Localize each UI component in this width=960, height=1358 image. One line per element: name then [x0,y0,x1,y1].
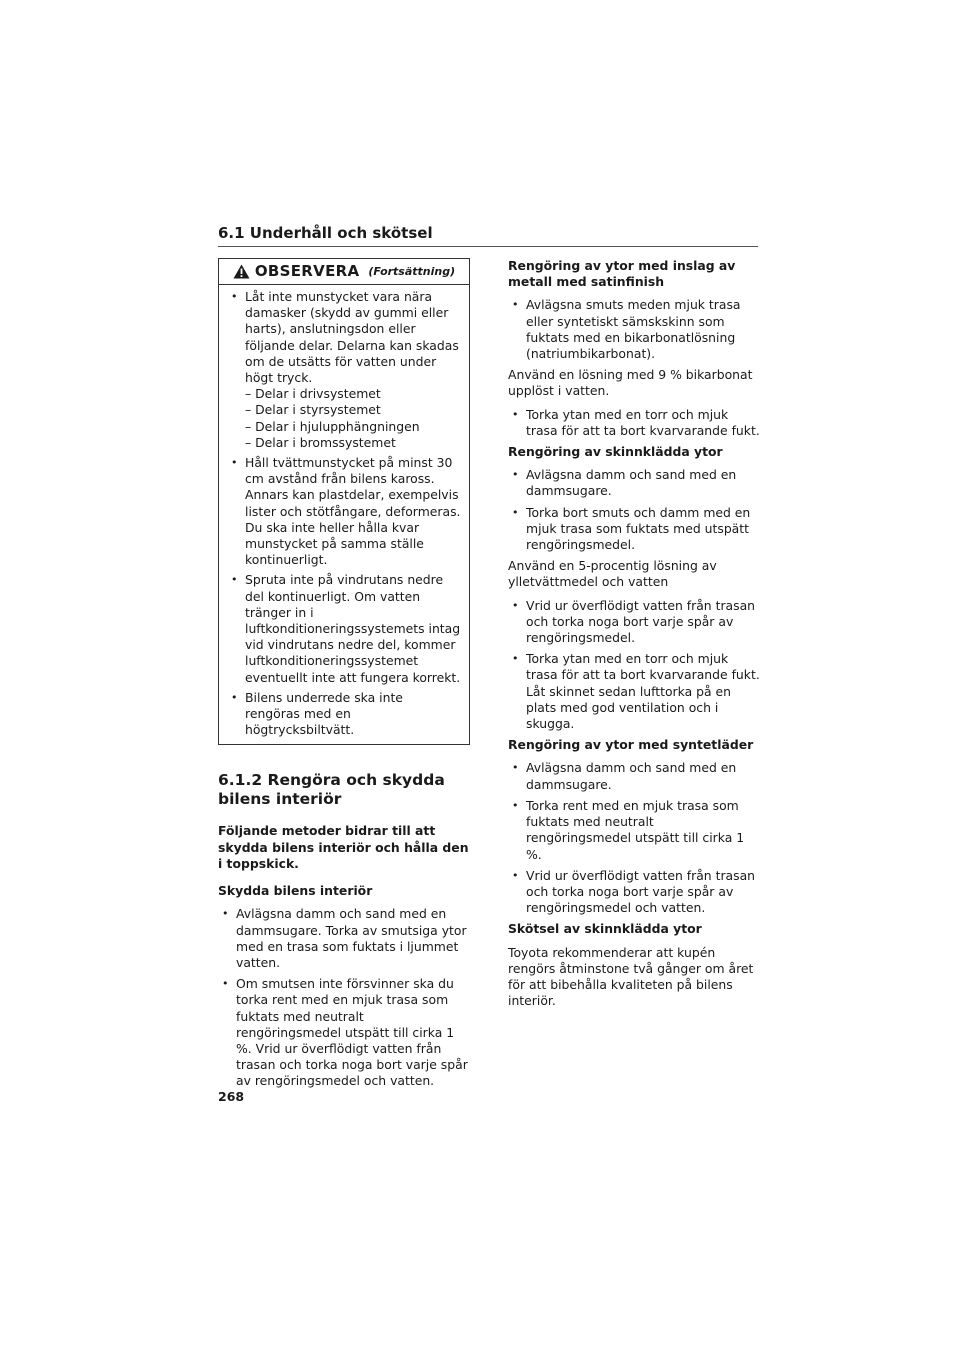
paragraph: Toyota rekommenderar att kupén rengörs åtminstone två gånger om året för att bibehålla kvaliteten på bilens interiör. [508,944,754,1009]
subheading-protect: Skydda bilens interiör [218,883,373,899]
notice-item: • Håll tvättmunstycket på minst 30 cm avstånd från bilens kaross. Annars kan plastdelar, exempelvis lister och stötfångare, deformeras. Du ska inte heller hålla kvar munstycket på samma ställe kontinuerligt. [227,455,461,568]
list-item: • Avlägsna damm och sand med en dammsugare. [508,760,760,792]
paragraph: Använd en 5-procentig lösning av ylletvättmedel och vatten [508,558,717,590]
list-item: • Torka bort smuts och damm med en mjuk trasa som fuktats med utspätt rengöringsmedel. [508,505,760,554]
notice-subitem: – Delar i styrsystemet [245,402,381,418]
notice-subitem: – Delar i drivsystemet [245,386,381,402]
list-item: • Om smutsen inte försvinner ska du torka rent med en mjuk trasa som fuktats med neutralt rengöringsmedel utspätt till cirka 1 %. Vrid ur överflödigt vatten från trasan och torka noga bort varje spår av rengöringsmedel och vatten. [218,976,470,1089]
list-item: • Avlägsna smuts meden mjuk trasa eller syntetiskt sämskskinn som fuktats med en bikarbonatlösning (natriumbikarbonat). [508,297,760,362]
notice-box [218,258,470,745]
page-number: 268 [218,1089,245,1104]
list-item: • Vrid ur överflödigt vatten från trasan och torka noga bort varje spår av rengöringsmedel. [508,598,760,647]
list-item: • Avlägsna damm och sand med en dammsugare. Torka av smutsiga ytor med en trasa som fuktats i ljummet vatten. [218,906,470,971]
notice-item: • Spruta inte på vindrutans nedre del kontinuerligt. Om vatten tränger in i luftkonditioneringssystemets intag vid vindrutans nedre del, kommer luftkonditioneringssystemet eventuellt inte att fungera korrekt. [227,572,461,685]
section-header: 6.1 Underhåll och skötsel [218,224,758,247]
notice-title: OBSERVERA [254,262,360,280]
notice-continued: (Fortsättning) [368,264,456,278]
notice-item: • Bilens underrede ska inte rengöras med en högtrycksbiltvätt. [227,690,461,739]
section-lead: Följande metoder bidrar till att skydda bilens interiör och hålla den i toppskick. [218,823,469,871]
paragraph: Använd en lösning med 9 % bikarbonat upplöst i vatten. [508,367,753,399]
list-item: • Torka ytan med en torr och mjuk trasa för att ta bort kvarvarande fukt. [508,407,760,439]
list-item: • Vrid ur överflödigt vatten från trasan och torka noga bort varje spår av rengöringsmedel och vatten. [508,868,760,917]
list-item: • Torka ytan med en torr och mjuk trasa för att ta bort kvarvarande fukt. Låt skinnet sedan lufttorka på en plats med god ventilation och i skugga. [508,651,760,732]
section-heading: 6.1.2 Rengöra och skydda bilens interiör [218,771,445,809]
notice-subitem: – Delar i bromssystemet [245,434,396,450]
notice-item: • Låt inte munstycket vara nära damasker (skydd av gummi eller harts), anslutningsdon eller följande delar. Delarna kan skadas om de utsätts för vatten under högt tryck. – Delar i drivsystemet – Delar i styrsystemet – Delar i hjulupphängningen – Delar i bromssystemet [227,289,461,451]
notice-subitem: – Delar i hjulupphängningen [245,418,420,434]
warning-icon [233,264,250,279]
notice-header [219,259,469,285]
list-item: • Avlägsna damm och sand med en dammsugare. [508,467,760,499]
left-column [218,258,470,1095]
subheading-metal: Rengöring av ytor med inslag av metall med satinfinish [508,258,736,290]
subheading-synthetic: Rengöring av ytor med syntetläder [508,737,754,753]
notice-body [219,285,469,744]
subheading-leather: Rengöring av skinnklädda ytor [508,444,723,460]
right-column [508,258,760,1016]
list-item: • Torka rent med en mjuk trasa som fuktats med neutralt rengöringsmedel utspätt till cirka 1 %. [508,798,760,863]
subheading-care: Skötsel av skinnklädda ytor [508,921,702,937]
